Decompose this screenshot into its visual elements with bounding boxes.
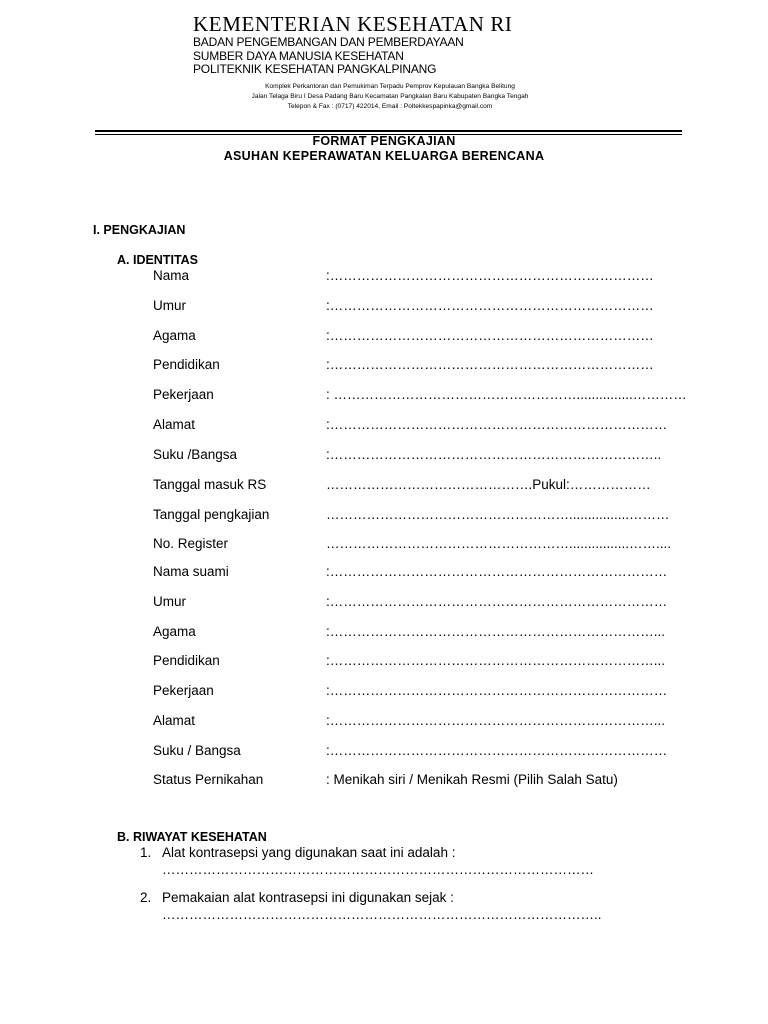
field-value[interactable]: ………………………………………………................……… bbox=[326, 507, 670, 522]
field-value[interactable]: :………………………………………………………………... bbox=[326, 653, 666, 668]
riwayat-kesehatan-heading: B. RIWAYAT KESEHATAN bbox=[117, 830, 267, 844]
ministry-name: KEMENTERIAN KESEHATAN RI bbox=[193, 12, 513, 36]
field-label: Umur bbox=[153, 594, 186, 609]
address-line-1: Komplek Perkantoran dan Pemukiman Terpadu Pemprov Kepulauan Bangka Belitung bbox=[265, 83, 515, 90]
field-label: Tanggal pengkajian bbox=[153, 507, 270, 522]
field-label: Pekerjaan bbox=[153, 683, 214, 698]
section-pengkajian-heading: I. PENGKAJIAN bbox=[93, 223, 186, 237]
field-label: No. Register bbox=[153, 536, 229, 551]
field-value[interactable]: :………………………………………………………………… bbox=[326, 564, 668, 579]
riwayat-item-2 bbox=[140, 890, 454, 905]
address-line-2: Jalan Telaga Biru I Desa Padang Baru Kecamatan Pangkalan Baru Kabupaten Bangka Tengah bbox=[251, 93, 529, 100]
field-label: Pendidikan bbox=[153, 357, 220, 372]
field-value[interactable]: : Menikah siri / Menikah Resmi (Pilih Salah Satu) bbox=[326, 772, 618, 787]
field-label: Agama bbox=[153, 624, 196, 639]
field-value[interactable]: :………………………………………………………………… bbox=[326, 417, 668, 432]
field-label: Alamat bbox=[153, 417, 196, 432]
field-label: Suku / Bangsa bbox=[153, 743, 241, 758]
field-label: Nama suami bbox=[153, 564, 229, 579]
field-value[interactable]: :……………………………………………………………… bbox=[326, 298, 654, 313]
identitas-heading: A. IDENTITAS bbox=[117, 253, 199, 267]
agency-line-1: BADAN PENGEMBANGAN DAN PEMBERDAYAAN bbox=[193, 35, 464, 49]
field-value[interactable]: : ………………………………………………...............………… bbox=[326, 387, 687, 402]
field-label: Agama bbox=[153, 328, 196, 343]
field-value[interactable]: :……………………………………………………………… bbox=[326, 357, 654, 372]
field-label: Nama bbox=[153, 268, 190, 283]
item-question: Pemakaian alat kontrasepsi ini digunakan sejak : bbox=[162, 890, 454, 905]
field-label: Umur bbox=[153, 298, 186, 313]
riwayat-item-1 bbox=[140, 845, 455, 860]
field-value[interactable]: ………………………………………………................…….... bbox=[326, 536, 672, 551]
field-label: Pendidikan bbox=[153, 653, 220, 668]
field-value[interactable]: :………………………………………………………………... bbox=[326, 713, 666, 728]
field-value[interactable]: :………………………………………………………………... bbox=[326, 624, 666, 639]
field-value[interactable]: :……………………………………………………………… bbox=[326, 328, 654, 343]
agency-line-2: SUMBER DAYA MANUSIA KESEHATAN bbox=[193, 48, 404, 63]
field-label: Status Pernikahan bbox=[153, 772, 264, 787]
field-value[interactable]: :………………………………………………………………… bbox=[326, 743, 668, 758]
field-label: Tanggal masuk RS bbox=[153, 477, 267, 492]
field-label: Suku /Bangsa bbox=[153, 447, 238, 462]
field-value[interactable]: :……………………………………………………………… bbox=[326, 268, 654, 283]
field-label: Pekerjaan bbox=[153, 387, 214, 402]
contact-line: Telepon & Fax : (0717) 422014, Email : Poltekkespapinka@gmail.com bbox=[287, 103, 493, 110]
field-value[interactable]: :………………………………………………………………… bbox=[326, 683, 668, 698]
letterhead bbox=[193, 12, 513, 77]
field-value[interactable]: :………………………………………………………………… bbox=[326, 594, 668, 609]
answer-line[interactable]: …………………………………………………………………………………… bbox=[162, 862, 594, 877]
field-value[interactable]: :……………………………………………………………….. bbox=[326, 447, 662, 462]
answer-line[interactable]: …………………………………………………………………………………….. bbox=[162, 907, 602, 922]
item-number: 1. bbox=[140, 845, 152, 860]
header-divider-thick bbox=[95, 130, 682, 132]
field-value[interactable]: ……………………………………….Pukul:……………… bbox=[326, 477, 651, 492]
item-question: Alat kontrasepsi yang digunakan saat ini adalah : bbox=[162, 845, 456, 860]
field-label: Alamat bbox=[153, 713, 196, 728]
institution-name: POLITEKNIK KESEHATAN PANGKALPINANG bbox=[193, 62, 437, 76]
document-title-line-2: ASUHAN KEPERAWATAN KELUARGA BERENCANA bbox=[223, 149, 545, 163]
document-title-line-1: FORMAT PENGKAJIAN bbox=[312, 134, 456, 148]
item-number: 2. bbox=[140, 890, 152, 905]
